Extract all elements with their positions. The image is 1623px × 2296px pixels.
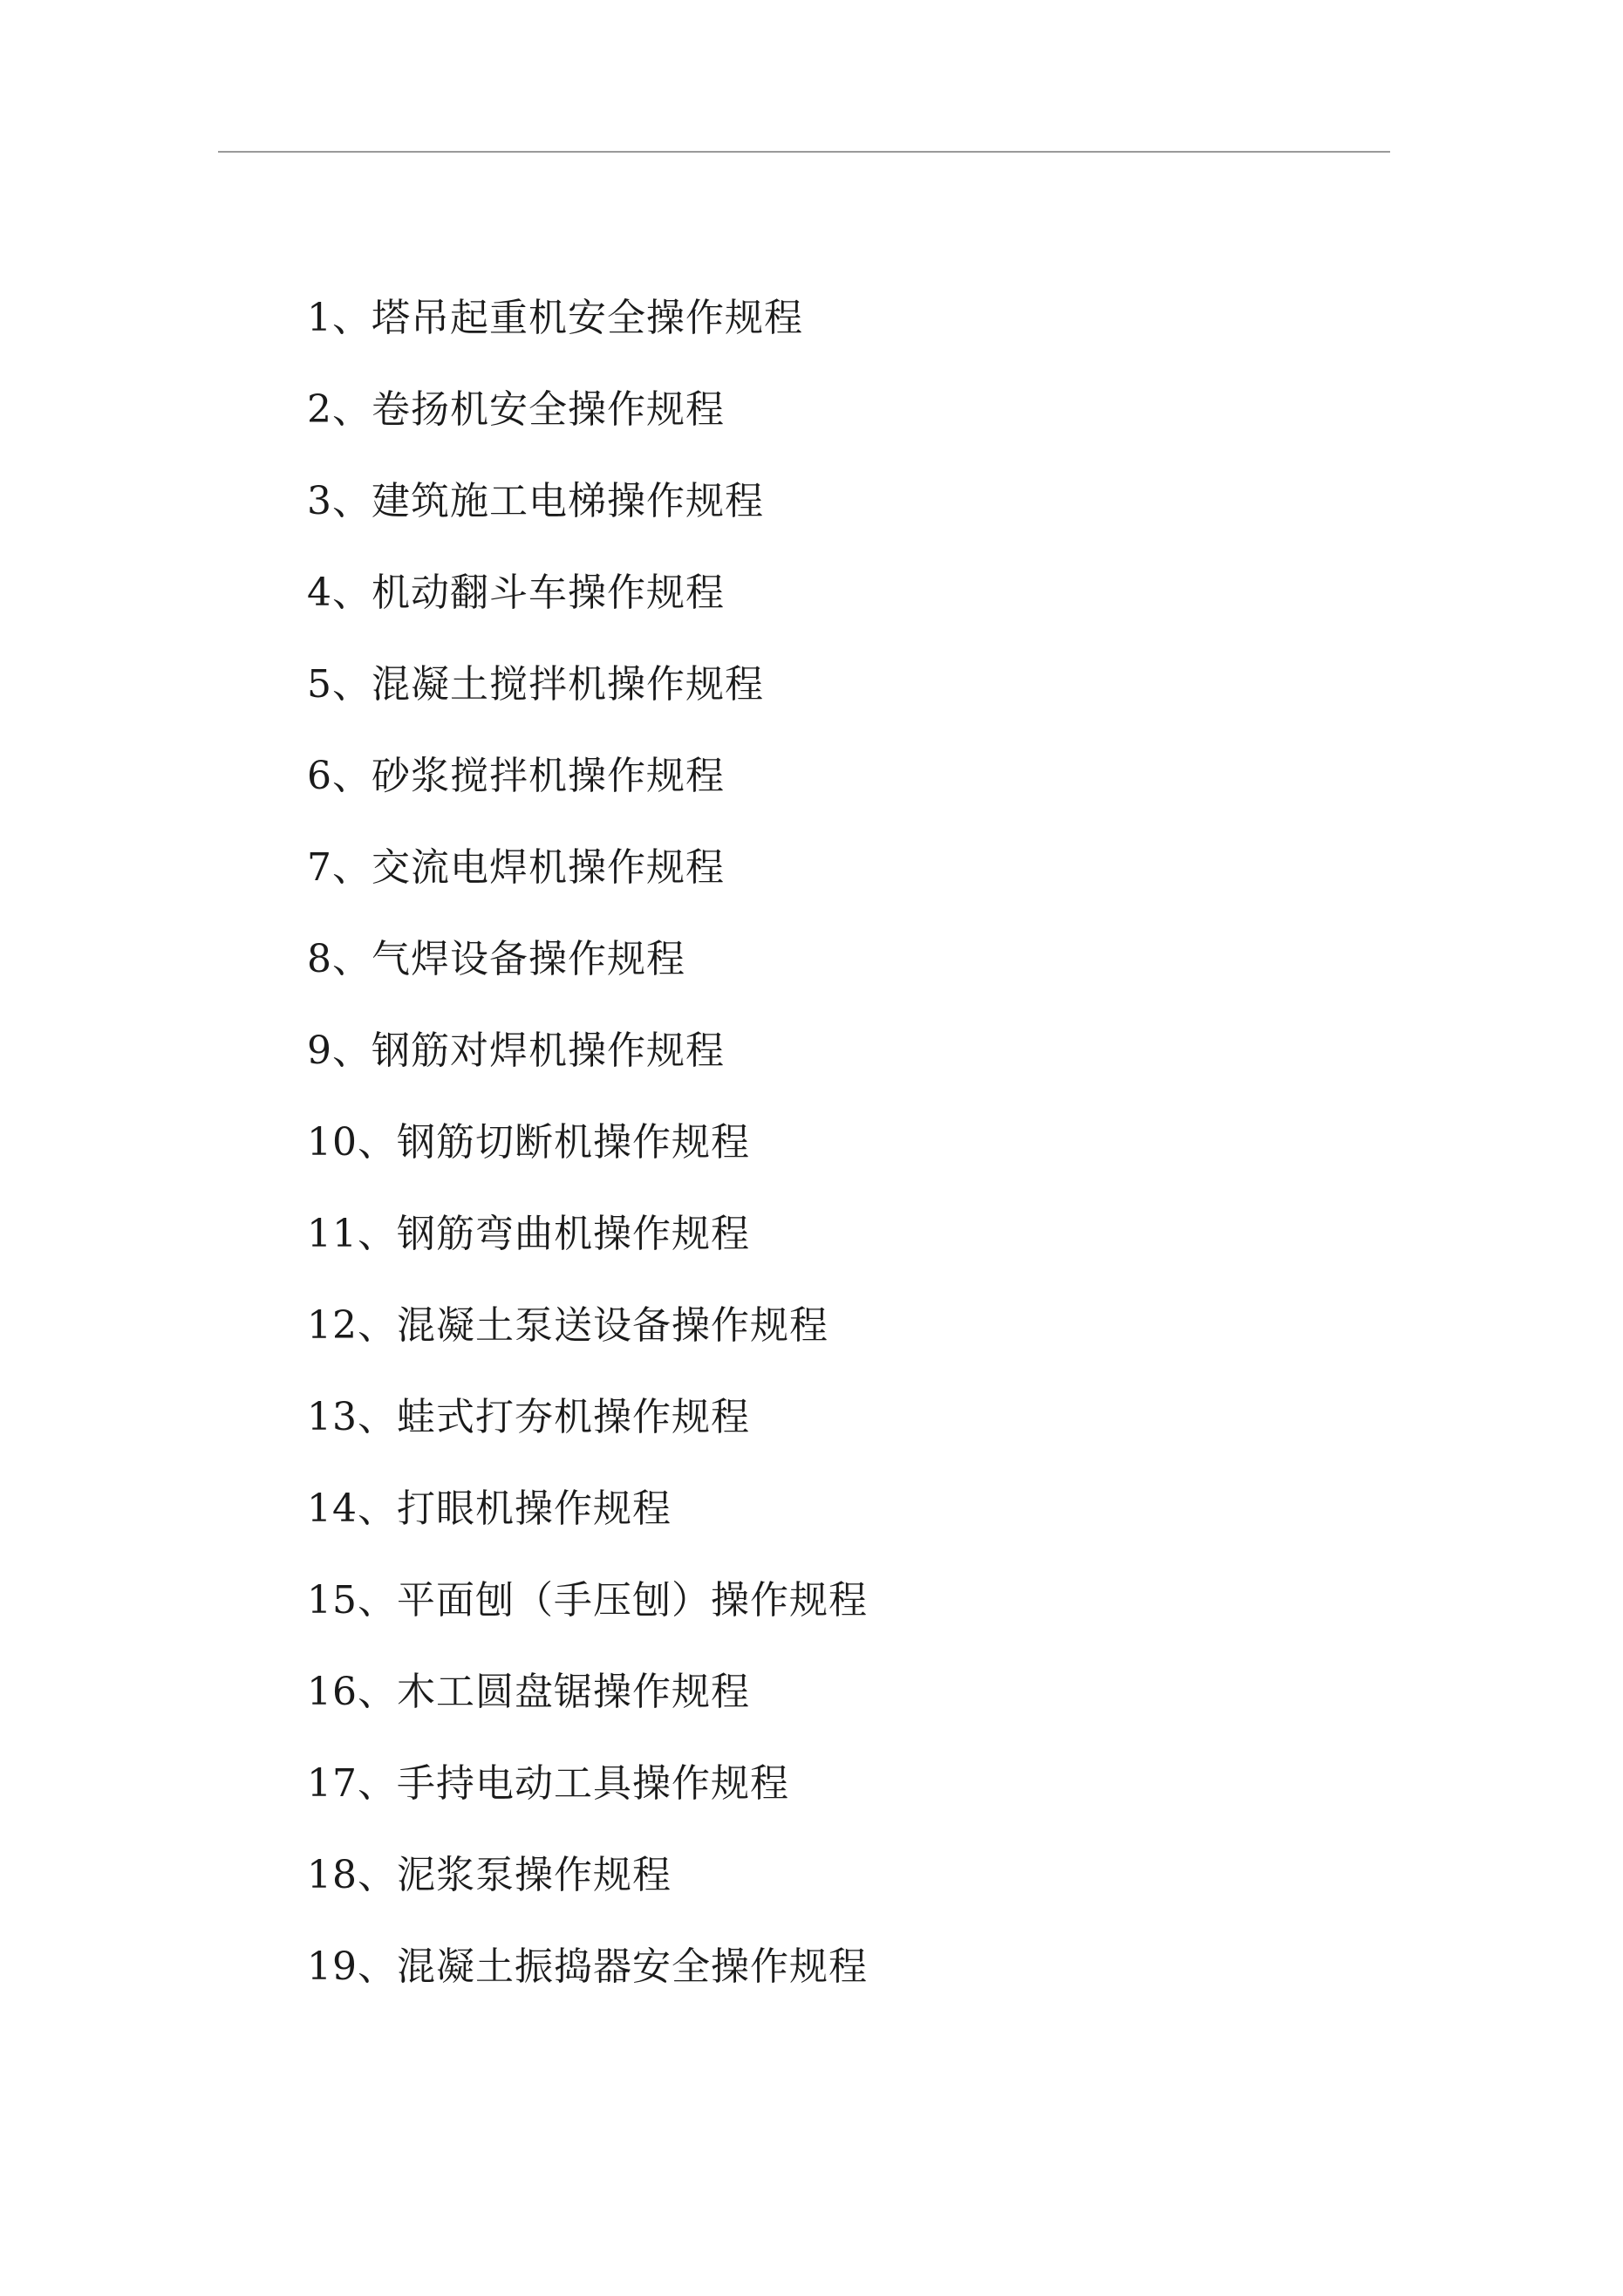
toc-item-separator: 、 bbox=[358, 1486, 397, 1531]
toc-item-title: 混凝土泵送设备操作规程 bbox=[397, 1303, 829, 1348]
toc-item-title: 平面刨（手压刨）操作规程 bbox=[397, 1578, 868, 1623]
toc-item-separator: 、 bbox=[332, 754, 372, 798]
toc-item bbox=[307, 563, 868, 654]
toc-item-title: 建筑施工电梯操作规程 bbox=[372, 479, 764, 523]
toc-item-number: 11 bbox=[307, 1212, 358, 1256]
toc-item-number: 2 bbox=[307, 387, 332, 432]
toc-item bbox=[307, 746, 868, 837]
toc-item-title: 钢筋切断机操作规程 bbox=[397, 1120, 750, 1165]
toc-item-number: 6 bbox=[307, 754, 332, 798]
toc-item-separator: 、 bbox=[332, 387, 372, 432]
toc-item-separator: 、 bbox=[358, 1120, 397, 1165]
toc-item-title: 泥浆泵操作规程 bbox=[397, 1853, 672, 1897]
toc-item-number: 4 bbox=[307, 571, 332, 615]
toc-item bbox=[307, 1937, 868, 2028]
toc-item bbox=[307, 288, 868, 379]
header-rule bbox=[218, 151, 1390, 153]
toc-item bbox=[307, 1295, 868, 1387]
toc-item-title: 塔吊起重机安全操作规程 bbox=[372, 296, 803, 340]
toc-item bbox=[307, 929, 868, 1021]
toc-item bbox=[307, 1570, 868, 1662]
toc-item bbox=[307, 1753, 868, 1845]
toc-item-number: 10 bbox=[307, 1120, 358, 1165]
toc-item-title: 蛙式打夯机操作规程 bbox=[397, 1395, 750, 1439]
toc-item-number: 17 bbox=[307, 1761, 358, 1806]
toc-item bbox=[307, 1845, 868, 1937]
toc-item-number: 19 bbox=[307, 1944, 358, 1989]
toc-item-title: 砂浆搅拌机操作规程 bbox=[372, 754, 725, 798]
toc-item bbox=[307, 654, 868, 746]
toc-item-title: 钢筋对焊机操作规程 bbox=[372, 1028, 725, 1073]
toc-item-separator: 、 bbox=[332, 845, 372, 890]
toc-item-separator: 、 bbox=[332, 662, 372, 707]
toc-item-title: 手持电动工具操作规程 bbox=[397, 1761, 789, 1806]
toc-item bbox=[307, 837, 868, 929]
toc-item bbox=[307, 1021, 868, 1112]
toc-item-number: 1 bbox=[307, 296, 332, 340]
toc-item-number: 3 bbox=[307, 479, 332, 523]
toc-item-title: 混凝土搅拌机操作规程 bbox=[372, 662, 764, 707]
toc-item-title: 混凝土振捣器安全操作规程 bbox=[397, 1944, 868, 1989]
toc-item-separator: 、 bbox=[358, 1761, 397, 1806]
toc-item bbox=[307, 1204, 868, 1295]
toc-item-separator: 、 bbox=[358, 1578, 397, 1623]
toc-item bbox=[307, 1387, 868, 1479]
table-of-contents bbox=[307, 288, 868, 2028]
toc-item-separator: 、 bbox=[332, 571, 372, 615]
toc-item-separator: 、 bbox=[332, 479, 372, 523]
toc-item-number: 15 bbox=[307, 1578, 358, 1623]
toc-item-number: 14 bbox=[307, 1486, 358, 1531]
toc-item-separator: 、 bbox=[358, 1670, 397, 1714]
toc-item-separator: 、 bbox=[358, 1395, 397, 1439]
toc-item-title: 卷扬机安全操作规程 bbox=[372, 387, 725, 432]
toc-item bbox=[307, 1662, 868, 1753]
toc-item bbox=[307, 1112, 868, 1204]
toc-item-separator: 、 bbox=[358, 1303, 397, 1348]
toc-item-separator: 、 bbox=[332, 937, 372, 981]
toc-item-number: 13 bbox=[307, 1395, 358, 1439]
toc-item-number: 12 bbox=[307, 1303, 358, 1348]
toc-item-title: 木工圆盘锯操作规程 bbox=[397, 1670, 750, 1714]
toc-item-number: 8 bbox=[307, 937, 332, 981]
toc-item-title: 打眼机操作规程 bbox=[397, 1486, 672, 1531]
toc-item-number: 5 bbox=[307, 662, 332, 707]
toc-item-title: 钢筋弯曲机操作规程 bbox=[397, 1212, 750, 1256]
toc-item-number: 16 bbox=[307, 1670, 358, 1714]
toc-item-separator: 、 bbox=[358, 1853, 397, 1897]
toc-item-title: 气焊设备操作规程 bbox=[372, 937, 685, 981]
toc-item bbox=[307, 379, 868, 471]
toc-item-separator: 、 bbox=[358, 1212, 397, 1256]
toc-item-title: 机动翻斗车操作规程 bbox=[372, 571, 725, 615]
toc-item-number: 9 bbox=[307, 1028, 332, 1073]
toc-item-number: 7 bbox=[307, 845, 332, 890]
toc-item-title: 交流电焊机操作规程 bbox=[372, 845, 725, 890]
toc-item-separator: 、 bbox=[358, 1944, 397, 1989]
toc-item-separator: 、 bbox=[332, 1028, 372, 1073]
toc-item bbox=[307, 471, 868, 563]
toc-item bbox=[307, 1479, 868, 1570]
toc-item-number: 18 bbox=[307, 1853, 358, 1897]
toc-item-separator: 、 bbox=[332, 296, 372, 340]
